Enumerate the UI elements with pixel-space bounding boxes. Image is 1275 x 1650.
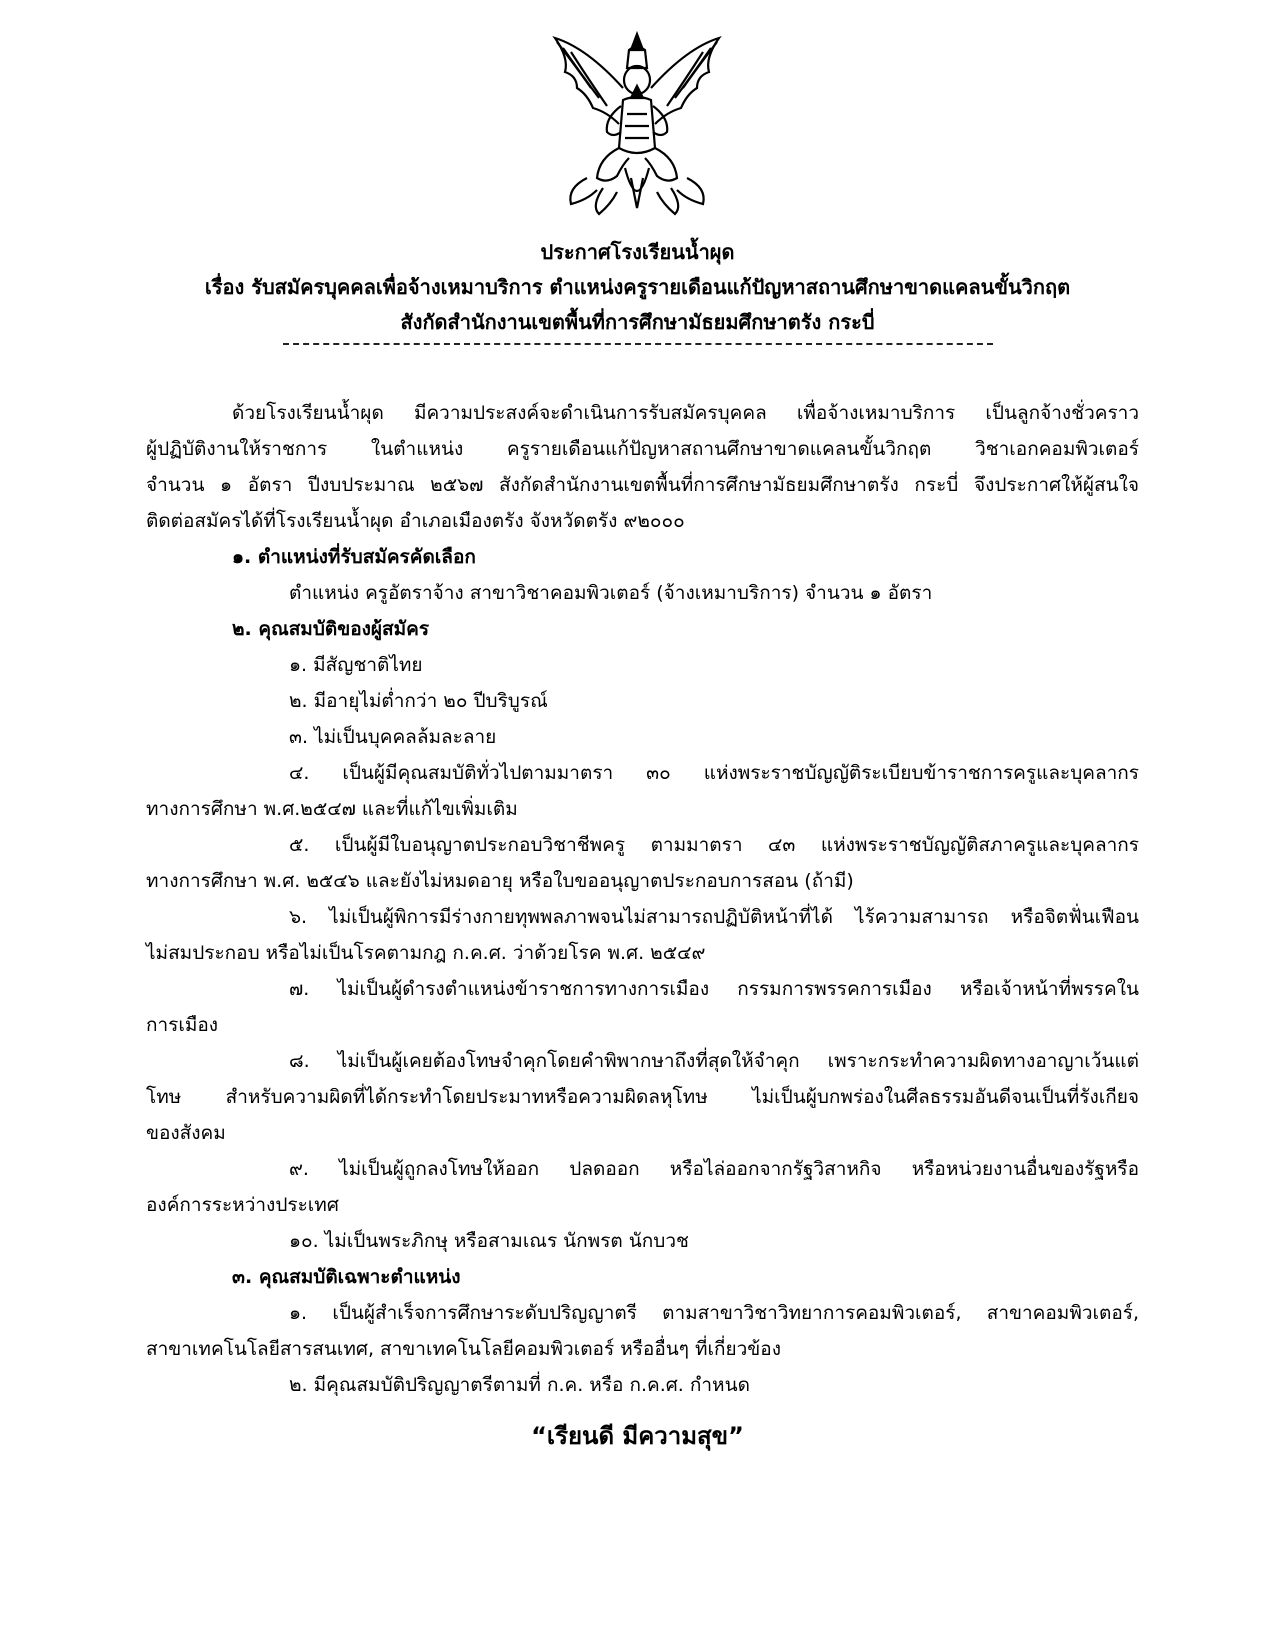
school-motto: “เรียนดี มีความสุข” [531, 1422, 744, 1450]
qualification-8-cont2: ของสังคม [146, 1122, 226, 1144]
qualification-10: ๑๐. ไม่เป็นพระภิกษุ หรือสามเณร นักพรต นักบวช [289, 1230, 689, 1252]
specific-qualification-2: ๒. มีคุณสมบัติปริญญาตรีตามที่ ก.ค. หรือ ก.ค.ศ. กำหนด [289, 1374, 750, 1396]
announcement-agency: สังกัดสำนักงานเขตพื้นที่การศึกษามัธยมศึกษาตรัง กระบี่ [400, 310, 875, 334]
qualification-8-cont: โทษ สำหรับความผิดที่ได้กระทำโดยประมาทหรือความผิดลหุโทษ ไม่เป็นผู้บกพร่องในศีลธรรมอันดีจนเป็นที่รังเกียจ [146, 1086, 1139, 1108]
section2-heading: ๒. คุณสมบัติของผู้สมัคร [232, 618, 430, 640]
garuda-emblem-icon [547, 28, 727, 218]
qualification-6-cont: ไม่สมประกอบ หรือไม่เป็นโรคตามกฎ ก.ค.ศ. ว่าด้วยโรค พ.ศ. ๒๕๔๙ [146, 942, 706, 964]
qualification-6: ๖. ไม่เป็นผู้พิการมีร่างกายทุพพลภาพจนไม่สามารถปฏิบัติหน้าที่ได้ ไร้ความสามารถ หรือจิตฟั่นเฟือน [289, 906, 1139, 928]
announcement-title: ประกาศโรงเรียนน้ำผุด [540, 240, 735, 264]
section1-heading: ๑. ตำแหน่งที่รับสมัครคัดเลือก [232, 546, 476, 568]
qualification-5: ๕. เป็นผู้มีใบอนุญาตประกอบวิชาชีพครู ตามมาตรา ๔๓ แห่งพระราชบัญญัติสภาครูและบุคลากร [289, 834, 1139, 856]
qualification-7: ๗. ไม่เป็นผู้ดำรงตำแหน่งข้าราชการทางการเมือง กรรมการพรรคการเมือง หรือเจ้าหน้าที่พรรคใน [289, 978, 1139, 1000]
qualification-8: ๘. ไม่เป็นผู้เคยต้องโทษจำคุกโดยคำพิพากษาถึงที่สุดให้จำคุก เพราะกระทำความผิดทางอาญาเว้นแต่ [289, 1050, 1139, 1072]
intro-line-1: ด้วยโรงเรียนน้ำผุด มีความประสงค์จะดำเนินการรับสมัครบุคคล เพื่อจ้างเหมาบริการ เป็นลูกจ้างชั่วคราว [232, 402, 1139, 424]
divider [283, 343, 993, 345]
section1-text: ตำแหน่ง ครูอัตราจ้าง สาขาวิชาคอมพิวเตอร์ (จ้างเหมาบริการ) จำนวน ๑ อัตรา [289, 582, 933, 604]
qualification-4-cont: ทางการศึกษา พ.ศ.๒๕๔๗ และที่แก้ไขเพิ่มเติม [146, 798, 518, 820]
qualification-2: ๒. มีอายุไม่ต่ำกว่า ๒๐ ปีบริบูรณ์ [289, 690, 548, 712]
specific-qualification-1: ๑. เป็นผู้สำเร็จการศึกษาระดับปริญญาตรี ตามสาขาวิชาวิทยาการคอมพิวเตอร์, สาขาคอมพิวเตอร์, [289, 1302, 1139, 1324]
specific-qualification-1-cont: สาขาเทคโนโลยีสารสนเทศ, สาขาเทคโนโลยีคอมพิวเตอร์ หรืออื่นๆ ที่เกี่ยวข้อง [146, 1338, 781, 1360]
intro-line-3: จำนวน ๑ อัตรา ปีงบประมาณ ๒๕๖๗ สังกัดสำนักงานเขตพื้นที่การศึกษามัธยมศึกษาตรัง กระบี่ จึงประกาศให้ผู้สนใจ [146, 474, 1139, 496]
qualification-9: ๙. ไม่เป็นผู้ถูกลงโทษให้ออก ปลดออก หรือไล่ออกจากรัฐวิสาหกิจ หรือหน่วยงานอื่นของรัฐหรือ [289, 1158, 1139, 1180]
qualification-7-cont: การเมือง [146, 1014, 219, 1036]
announcement-subject: เรื่อง รับสมัครบุคคลเพื่อจ้างเหมาบริการ ตำแหน่งครูรายเดือนแก้ปัญหาสถานศึกษาขาดแคลนขั้นวิกฤต [204, 275, 1071, 299]
intro-line-4: ติดต่อสมัครได้ที่โรงเรียนน้ำผุด อำเภอเมืองตรัง จังหวัดตรัง ๙๒๐๐๐ [146, 510, 685, 532]
qualification-3: ๓. ไม่เป็นบุคคลล้มละลาย [289, 726, 497, 748]
qualification-5-cont: ทางการศึกษา พ.ศ. ๒๕๔๖ และยังไม่หมดอายุ หรือใบขออนุญาตประกอบการสอน (ถ้ามี) [146, 870, 854, 892]
section3-heading: ๓. คุณสมบัติเฉพาะตำแหน่ง [232, 1266, 461, 1288]
qualification-1: ๑. มีสัญชาติไทย [289, 654, 423, 676]
qualification-9-cont: องค์การระหว่างประเทศ [146, 1194, 339, 1216]
intro-line-2: ผู้ปฏิบัติงานให้ราชการ ในตำแหน่ง ครูรายเดือนแก้ปัญหาสถานศึกษาขาดแคลนขั้นวิกฤต วิชาเอกคอมพิวเตอร์ [146, 438, 1139, 460]
qualification-4: ๔. เป็นผู้มีคุณสมบัติทั่วไปตามมาตรา ๓๐ แห่งพระราชบัญญัติระเบียบข้าราชการครูและบุคลากร [289, 762, 1139, 784]
